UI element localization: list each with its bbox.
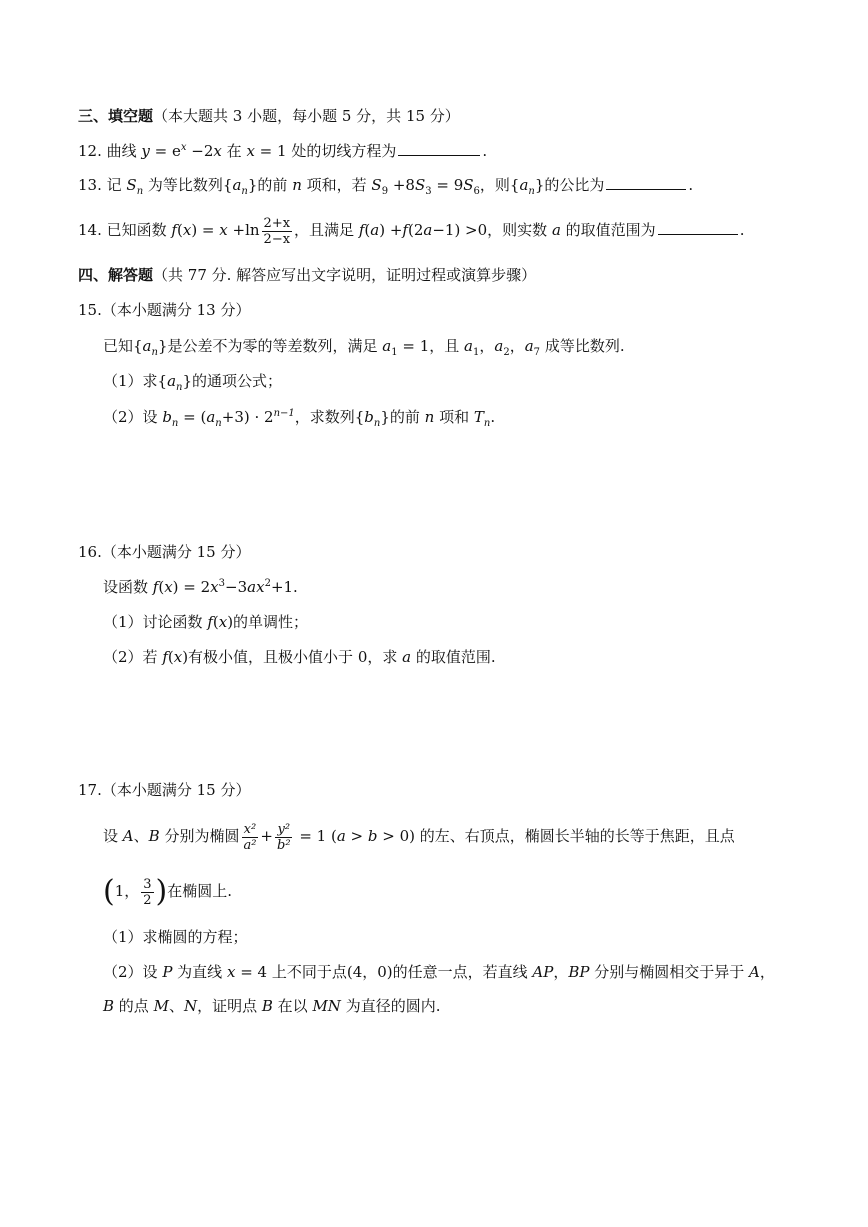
- math-sub: 6: [473, 186, 480, 197]
- text: .: [482, 142, 488, 160]
- math-var: x: [210, 578, 219, 596]
- text: 为等比数列{: [143, 176, 233, 194]
- text: ，且满足: [294, 221, 359, 239]
- text: 设函数: [103, 578, 153, 596]
- text: 1，: [114, 882, 140, 900]
- text: ，求数列{: [294, 408, 365, 426]
- text: 在: [221, 142, 247, 160]
- math-var: f: [152, 578, 159, 596]
- math-sub: n: [483, 418, 491, 429]
- text: ，: [759, 963, 775, 981]
- text: 已知函数: [106, 221, 172, 239]
- fraction: [241, 822, 258, 853]
- text: +ln: [227, 221, 260, 239]
- question-16-part-1: [103, 612, 308, 632]
- text: 的取值范围为: [560, 221, 656, 239]
- text: = 1，且: [397, 337, 465, 355]
- section-4-note: （共 77 分. 解答应写出文字说明，证明过程或演算步骤）: [153, 266, 537, 284]
- math-sup: 2: [264, 578, 271, 589]
- answer-blank[interactable]: [658, 220, 738, 235]
- text: +: [260, 827, 273, 845]
- text: +1.: [270, 578, 298, 596]
- math-var: x: [182, 221, 192, 239]
- math-sub: n: [241, 186, 248, 197]
- math-var: x: [218, 613, 228, 631]
- fraction-numerator: y²: [277, 821, 291, 837]
- text: 项和，若: [301, 176, 372, 194]
- math-sub: n: [136, 186, 144, 197]
- math-var: S: [126, 176, 137, 194]
- text: 、: [168, 997, 184, 1015]
- fraction: [141, 877, 153, 908]
- fraction-denominator: b²: [277, 837, 291, 853]
- math-var: f: [358, 221, 365, 239]
- math-var: MN: [312, 997, 341, 1015]
- text: (: [158, 578, 165, 596]
- math-sub: n: [528, 186, 535, 197]
- math-var: f: [207, 613, 213, 631]
- question-16-header: [78, 542, 250, 562]
- question-17-stem: [103, 816, 735, 856]
- section-4-title: 四、解答题: [78, 266, 154, 284]
- question-16-part-2: [103, 647, 496, 667]
- text: −1) >0，则实数: [432, 221, 552, 239]
- text: (: [167, 648, 174, 666]
- math-sup: n−1: [273, 408, 295, 419]
- fraction-numerator: x²: [243, 821, 257, 837]
- text: 、: [133, 827, 149, 845]
- right-paren: ): [155, 874, 168, 909]
- math-var: n: [292, 176, 302, 194]
- text: = (: [178, 408, 207, 426]
- math-var: a: [206, 408, 216, 426]
- math-var: a: [423, 221, 433, 239]
- math-var: B: [103, 997, 115, 1015]
- math-sub: n: [176, 382, 183, 393]
- math-var: x: [164, 578, 173, 596]
- text: 分别与椭圆相交于异于: [589, 963, 750, 981]
- question-17-point: [103, 871, 232, 911]
- text: = 1 (: [294, 827, 337, 845]
- math-sub: 7: [533, 347, 541, 358]
- fraction: [275, 822, 293, 853]
- text: 已知{: [103, 337, 143, 355]
- answer-blank[interactable]: [398, 141, 480, 156]
- math-var: P: [162, 963, 173, 981]
- math-var: x: [226, 963, 236, 981]
- text: }是公差不为零的等差数列，满足: [157, 337, 383, 355]
- math-var: S: [463, 176, 474, 194]
- text: （1）求{: [103, 372, 168, 390]
- question-number: 12.: [78, 142, 102, 160]
- math-sub: n: [373, 418, 381, 429]
- math-sub: n: [171, 418, 179, 429]
- text: −3: [225, 578, 248, 596]
- section-3-note: （本大题共 3 小题，每小题 5 分，共 15 分）: [153, 107, 460, 125]
- math-var: a: [519, 176, 529, 194]
- text: .: [490, 408, 496, 426]
- text: 项和: [434, 408, 474, 426]
- fraction-numerator: 2+x: [263, 215, 291, 231]
- question-number: 15.: [78, 301, 102, 319]
- math-var: AP: [532, 963, 554, 981]
- text: = 9: [431, 176, 464, 194]
- math-var: b: [364, 408, 374, 426]
- math-var: f: [171, 221, 177, 239]
- math-var: a: [382, 337, 392, 355]
- question-17-header: [78, 780, 250, 800]
- math-var: a: [464, 337, 473, 355]
- answer-blank[interactable]: [606, 175, 686, 190]
- math-var: x: [219, 221, 228, 239]
- math-var: x: [173, 648, 183, 666]
- text: ，则{: [479, 176, 520, 194]
- fraction-denominator: 2: [143, 892, 152, 908]
- text: −2: [186, 142, 214, 160]
- question-number: 14.: [78, 221, 102, 239]
- text: +3) · 2: [221, 408, 274, 426]
- math-var: a: [402, 648, 412, 666]
- text: )有极小值，且极小值小于 0，求: [182, 648, 403, 666]
- text: .: [688, 176, 694, 194]
- math-sub: 3: [425, 186, 432, 197]
- math-sub: n: [151, 347, 158, 358]
- text: > 0) 的左、右顶点，椭圆长半轴的长等于焦距，且点: [377, 827, 735, 845]
- text: （2）设: [103, 963, 163, 981]
- question-13: [78, 175, 693, 195]
- math-sub: 1: [391, 347, 398, 358]
- math-var: a: [370, 221, 380, 239]
- text: }的前: [247, 176, 293, 194]
- text: = e: [149, 142, 181, 160]
- question-15-stem: [103, 336, 625, 356]
- math-var: T: [473, 408, 484, 426]
- text: （2）设: [103, 408, 163, 426]
- question-12: [78, 141, 487, 161]
- text: 在椭圆上.: [167, 882, 233, 900]
- fraction-denominator: a²: [243, 837, 257, 853]
- text: ，: [553, 963, 569, 981]
- text: 记: [106, 176, 127, 194]
- text: 成等比数列.: [540, 337, 625, 355]
- question-17-part-1: [103, 927, 248, 947]
- math-var: b: [162, 408, 172, 426]
- math-var: f: [402, 221, 408, 239]
- math-var: y: [141, 142, 150, 160]
- text: ，: [479, 337, 495, 355]
- text: （1）讨论函数: [103, 613, 208, 631]
- math-var: n: [424, 408, 435, 426]
- text: .: [739, 221, 745, 239]
- text: 的点: [114, 997, 154, 1015]
- question-17-part-2-cont: [103, 996, 440, 1016]
- text: ) = 2: [172, 578, 211, 596]
- text: 分别为椭圆: [159, 827, 240, 845]
- section-3-heading: [78, 106, 460, 126]
- math-var: a: [247, 578, 257, 596]
- math-var: N: [183, 997, 198, 1015]
- math-var: f: [162, 648, 168, 666]
- text: 设: [103, 827, 123, 845]
- math-var: b: [367, 827, 378, 845]
- question-16-stem: [103, 577, 298, 597]
- math-var: a: [494, 337, 504, 355]
- question-15-part-1: [103, 371, 282, 391]
- left-paren: (: [103, 874, 115, 909]
- math-var: S: [414, 176, 426, 194]
- math-var: x: [256, 578, 265, 596]
- text: 的取值范围.: [411, 648, 496, 666]
- question-score: （本小题满分 15 分）: [101, 543, 251, 561]
- text: )的单调性；: [227, 613, 309, 631]
- text: (: [364, 221, 371, 239]
- text: (2: [407, 221, 424, 239]
- text: +8: [388, 176, 415, 194]
- text: ) +: [379, 221, 403, 239]
- math-var: a: [336, 827, 346, 845]
- text: }的前: [380, 408, 425, 426]
- math-sub: n: [215, 418, 222, 429]
- text: 为直径的圆内.: [340, 997, 441, 1015]
- text: = 1 处的切线方程为: [254, 142, 397, 160]
- math-var: a: [232, 176, 242, 194]
- text: ，证明点: [197, 997, 262, 1015]
- question-number: 16.: [78, 543, 102, 561]
- question-score: （本小题满分 13 分）: [101, 301, 251, 319]
- section-4-heading: [78, 265, 536, 285]
- text: 在以: [272, 997, 313, 1015]
- question-15-part-2: [103, 407, 495, 427]
- text: }的通项公式；: [182, 372, 283, 390]
- math-var: B: [261, 997, 273, 1015]
- math-var: a: [167, 372, 177, 390]
- text: 曲线: [106, 142, 142, 160]
- text: >: [345, 827, 368, 845]
- fraction-denominator: 2−x: [263, 231, 291, 247]
- math-var: S: [371, 176, 382, 194]
- text: （2）若: [103, 648, 163, 666]
- math-var: BP: [568, 963, 590, 981]
- text: ，: [509, 337, 525, 355]
- text: (: [176, 221, 183, 239]
- math-sub: 9: [381, 186, 389, 197]
- question-14: [78, 212, 744, 248]
- math-sub: 1: [472, 347, 480, 358]
- question-number: 13.: [78, 176, 102, 194]
- fraction-numerator: 3: [143, 876, 152, 892]
- text: (: [212, 613, 219, 631]
- text: （1）求椭圆的方程；: [103, 928, 248, 946]
- math-var: a: [142, 337, 152, 355]
- math-var: x: [213, 142, 222, 160]
- fraction: [262, 216, 293, 247]
- text: = 4 上不同于点(4，0)的任意一点，若直线: [235, 963, 533, 981]
- question-17-part-2: [103, 962, 775, 982]
- math-sup: 3: [218, 578, 226, 589]
- text: ) =: [191, 221, 220, 239]
- math-var: A: [749, 963, 760, 981]
- math-var: A: [122, 827, 134, 845]
- math-var: x: [246, 142, 255, 160]
- text: 为直线: [172, 963, 227, 981]
- text: }的公比为: [534, 176, 605, 194]
- math-sup: x: [180, 142, 187, 153]
- question-number: 17.: [78, 781, 102, 799]
- math-var: M: [153, 997, 169, 1015]
- section-3-title: 三、填空题: [78, 107, 154, 125]
- math-var: a: [524, 337, 534, 355]
- math-sub: 2: [503, 347, 510, 358]
- math-var: B: [148, 827, 160, 845]
- math-var: a: [551, 221, 561, 239]
- question-score: （本小题满分 15 分）: [101, 781, 251, 799]
- question-15-header: [78, 300, 250, 320]
